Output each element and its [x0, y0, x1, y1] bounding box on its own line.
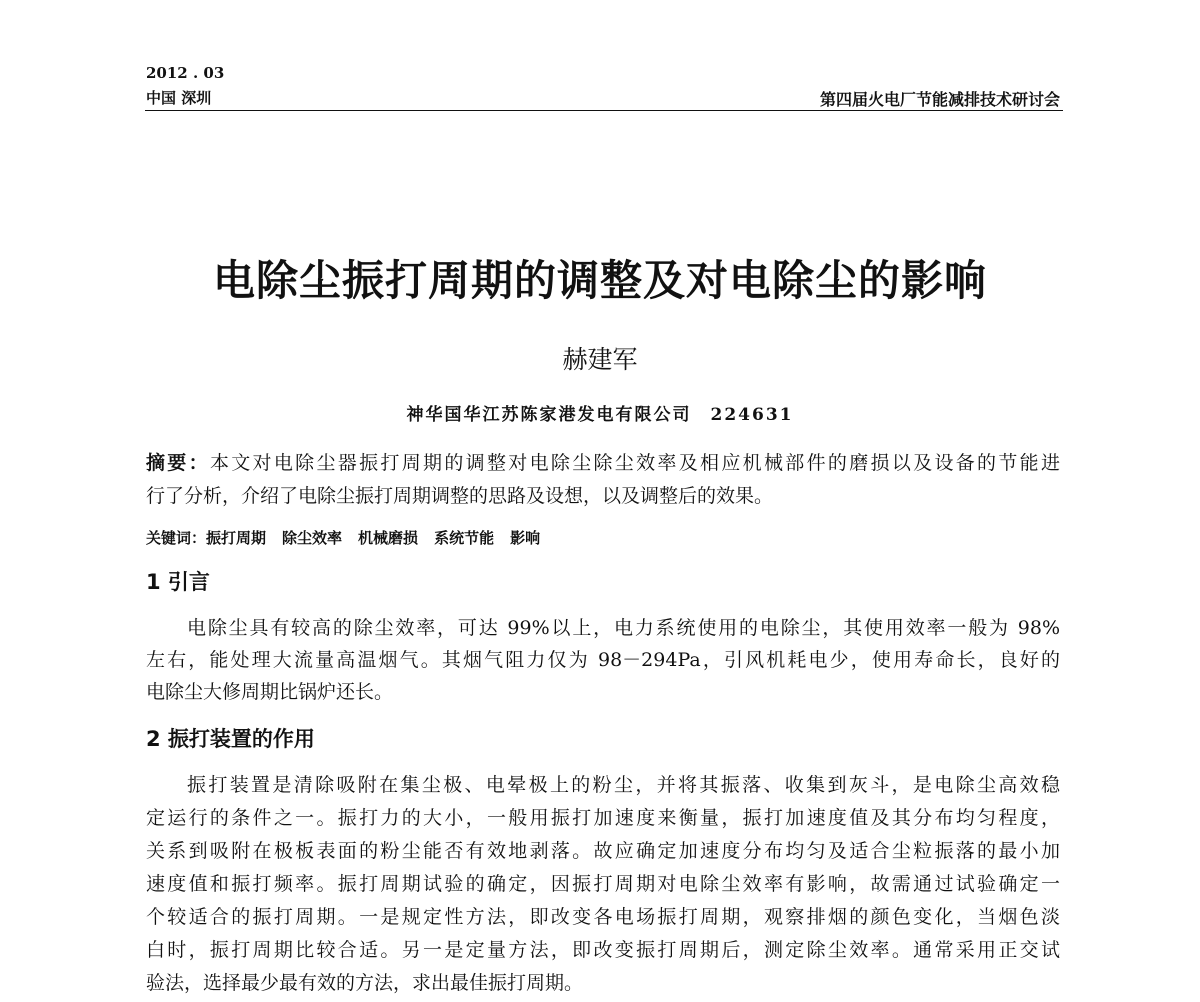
- paragraph-line: 左右，能处理大流量高温烟气。其烟气阻力仅为 98－294Pa，引风机耗电少，使用寿命长，良好的: [146, 649, 1060, 671]
- keyword: 影响: [510, 529, 541, 547]
- keyword: 机械磨损: [358, 529, 419, 547]
- header-date: 2012 . 03: [146, 64, 225, 82]
- abstract-text: 本文对电除尘器振打周期的调整对电除尘除尘效率及相应机械部件的磨损以及设备的节能进: [209, 452, 1060, 474]
- paragraph-line: 速度值和振打频率。振打周期试验的确定，因振打周期对电除尘效率有影响，故需通过试验确定一: [146, 873, 1060, 895]
- header-rule: [145, 110, 1063, 111]
- abstract-line: 行了分析，介绍了电除尘振打周期调整的思路及设想，以及调整后的效果。: [146, 485, 774, 507]
- paragraph-line: 白时，振打周期比较合适。另一是定量方法，即改变振打周期后，测定除尘效率。通常采用正交试: [146, 939, 1060, 961]
- paragraph-line: 定运行的条件之一。振打力的大小，一般用振打加速度来衡量，振打加速度值及其分布均匀程度，: [146, 807, 1060, 829]
- keyword: 除尘效率: [282, 529, 343, 547]
- keyword: 系统节能: [434, 529, 495, 547]
- header-location: 中国 深圳: [146, 89, 212, 107]
- author: 赫建军: [562, 345, 638, 374]
- paragraph-line: 振打装置是清除吸附在集尘极、电晕极上的粉尘，并将其振落、收集到灰斗，是电除尘高效稳: [187, 774, 1060, 796]
- paragraph-line: 个较适合的振打周期。一是规定性方法，即改变各电场振打周期，观察排烟的颜色变化，当烟色淡: [146, 906, 1060, 928]
- header-conference: 第四届火电厂节能减排技术研讨会: [819, 90, 1060, 109]
- paragraph-line: 电除尘大修周期比锅炉还长。: [146, 681, 394, 703]
- section-heading: 1 引言: [146, 570, 210, 594]
- paragraph-line: 电除尘具有较高的除尘效率，可达 99%以上，电力系统使用的电除尘，其使用效率一般为 98%: [187, 617, 1060, 639]
- paragraph-line: 关系到吸附在极板表面的粉尘能否有效地剥落。故应确定加速度分布均匀及适合尘粒振落的最小加: [146, 840, 1060, 862]
- abstract-label: 摘要：: [146, 452, 210, 474]
- abstract-line: [146, 448, 1060, 474]
- keyword: 振打周期: [206, 529, 267, 547]
- paper-title: 电除尘振打周期的调整及对电除尘的影响: [212, 256, 987, 305]
- keywords: [146, 527, 556, 548]
- section-heading: 2 振打装置的作用: [146, 727, 315, 751]
- paragraph-line: 验法，选择最少最有效的方法，求出最佳振打周期。: [146, 972, 584, 994]
- affiliation: 神华国华江苏陈家港发电有限公司 224631: [406, 405, 794, 425]
- keywords-label: 关键词：: [146, 529, 207, 547]
